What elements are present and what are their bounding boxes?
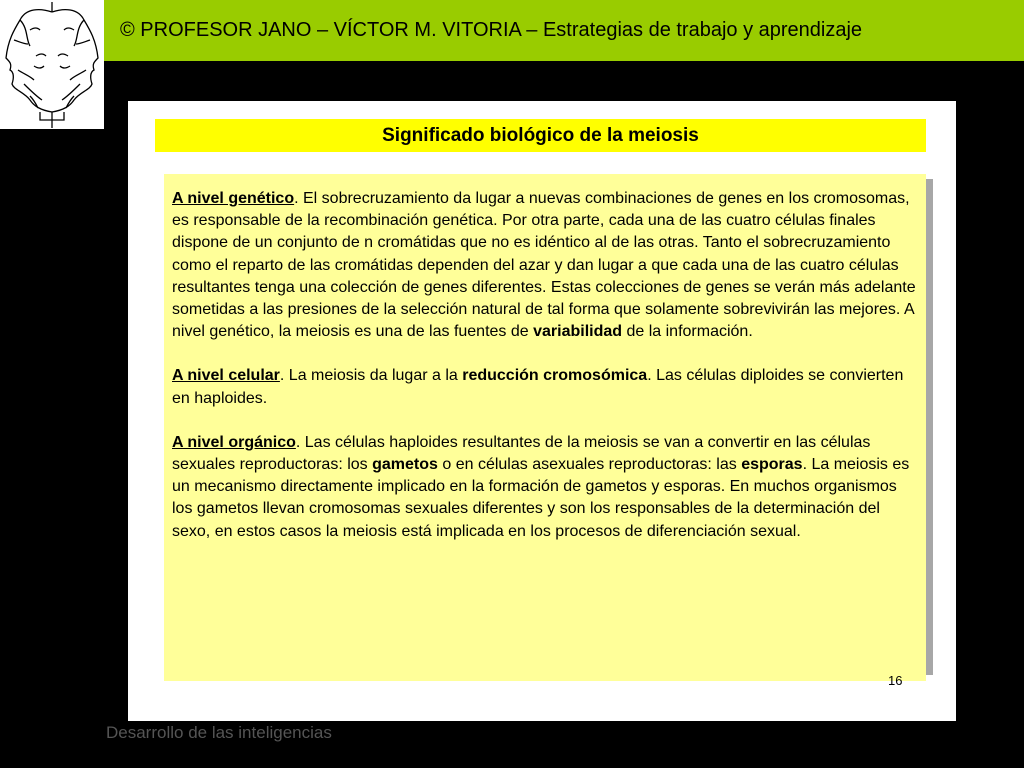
content-box (164, 174, 926, 681)
paragraph-bold-term: gametos (372, 456, 438, 474)
paragraph-text: . Las células haploides resultantes de la meiosis se van a convertir en las células sexuales reproductoras: los (172, 433, 871, 474)
header-title: © PROFESOR JANO – VÍCTOR M. VITORIA – Estrategias de trabajo y aprendizaje (120, 19, 863, 41)
header-bar (104, 0, 1024, 61)
paragraph-text: . La meiosis da lugar a la (279, 367, 463, 385)
paragraph-bold-term: esporas (741, 456, 803, 474)
slide-panel (128, 101, 956, 721)
paragraph-text: o en células asexuales reproductoras: las (437, 456, 742, 474)
paragraph-text: de la información. (622, 323, 753, 341)
slide-title-bar (155, 119, 926, 152)
paragraph-bold-term: reducción cromosómica (462, 367, 648, 385)
janus-two-faced-head-icon (0, 0, 104, 129)
slide-title: Significado biológico de la meiosis (382, 124, 699, 146)
paragraph-cellular (172, 365, 920, 409)
janus-logo (0, 0, 104, 129)
content-text (172, 188, 920, 565)
paragraph-heading: A nivel orgánico (172, 433, 296, 451)
paragraph-text: . Las células diploides se convierten en haploides. (172, 367, 904, 407)
paragraph-bold-term: variabilidad (533, 323, 623, 341)
page-number: 16 (888, 673, 903, 688)
footer-text: Desarrollo de las inteligencias (106, 723, 332, 742)
paragraph-heading: A nivel genético (172, 190, 295, 207)
paragraph-text: . El sobrecruzamiento da lugar a nuevas combinaciones de genes en los cromosomas, es responsable de la recombinación genética. Por otra parte, cada una de las cuatro células finales dispone de un conjunto de n cromátidas que no es idéntico al de las otras. Tanto el sobrecruzamiento como el reparto de las cromátidas dependen del azar y dan lugar a que cada una de las cuatro células resultantes tenga una colección de genes diferentes. Estas colecciones de genes se verán más adelante sometidas a las presiones de la selección natural de tal forma que solamente sobrevivirán las mejores. A nivel genético, la meiosis es una de las fuentes de (172, 190, 916, 341)
paragraph-heading: A nivel celular (172, 367, 280, 385)
paragraph-text: . La meiosis es un mecanismo directamente implicado en la formación de gametos y esporas. En muchos organismos los gametos llevan cromosomas sexuales diferentes y son los responsables de la determinación del sexo, en estos casos la meiosis está implicada en los procesos de diferenciación sexual. (172, 456, 910, 540)
paragraph-organic (172, 432, 920, 543)
paragraph-genetic (172, 188, 920, 343)
